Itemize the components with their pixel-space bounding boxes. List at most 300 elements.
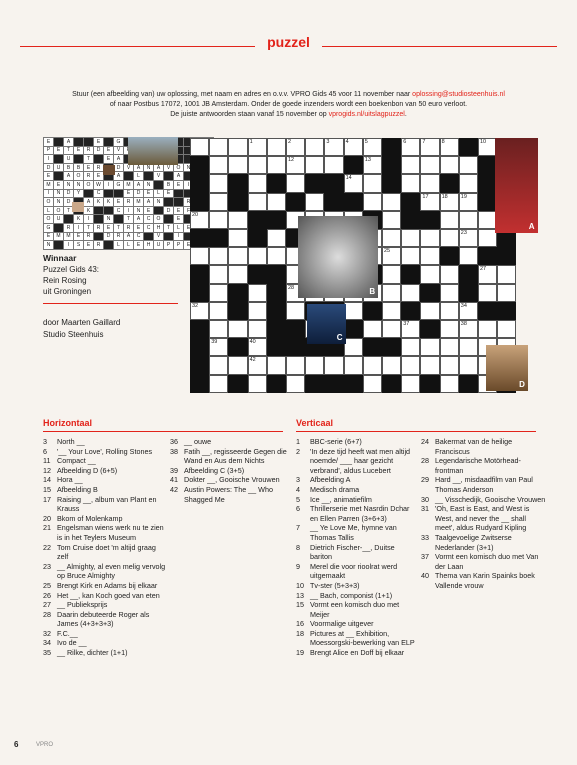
clue-item — [43, 437, 168, 447]
grid-cell[interactable] — [363, 320, 382, 338]
solution-cell: G — [44, 223, 54, 232]
grid-cell[interactable] — [209, 302, 228, 320]
grid-cell[interactable] — [420, 193, 439, 211]
solution-cell: D — [64, 189, 74, 198]
grid-cell[interactable] — [209, 193, 228, 211]
clue-item — [421, 475, 546, 494]
grid-cell[interactable] — [305, 193, 324, 211]
grid-cell[interactable] — [248, 247, 267, 265]
clue-number: 26 — [43, 590, 51, 600]
solution-cell: R — [64, 223, 74, 232]
grid-cell[interactable] — [209, 265, 228, 283]
grid-cell[interactable] — [267, 247, 286, 265]
solution-cell: E — [54, 146, 64, 155]
grid-cell[interactable] — [190, 138, 209, 156]
solution-row — [44, 172, 214, 181]
grid-cell[interactable] — [382, 211, 401, 229]
solution-cell — [104, 241, 114, 250]
grid-cell[interactable] — [267, 229, 286, 247]
clue-text: Fatih __, regisseerde Gegen die Wand en Aus dem Nichts — [184, 446, 287, 466]
grid-cell[interactable] — [459, 156, 478, 174]
grid-cell[interactable] — [248, 138, 267, 156]
grid-cell[interactable] — [401, 356, 420, 374]
solution-cell: I — [64, 241, 74, 250]
solution-cell: U — [54, 163, 64, 172]
clue-text: __ Publieksprijs — [57, 600, 108, 610]
solution-cell — [104, 138, 114, 147]
grid-block — [459, 265, 478, 283]
grid-cell[interactable] — [420, 302, 439, 320]
crossword-grid — [190, 138, 535, 393]
photo-d-label: D — [519, 379, 525, 389]
solution-cell: T — [84, 155, 94, 164]
clue-number: 12 — [288, 157, 295, 164]
grid-block — [286, 320, 305, 338]
grid-cell[interactable] — [190, 247, 209, 265]
clue-item — [296, 619, 418, 629]
winner-heading: Winnaar — [43, 253, 77, 263]
solution-cell: V — [154, 172, 164, 181]
grid-block — [459, 138, 478, 156]
divider — [43, 303, 178, 304]
grid-cell[interactable] — [401, 320, 420, 338]
solution-cell: T — [164, 223, 174, 232]
clue-item — [421, 552, 546, 571]
grid-cell[interactable] — [401, 247, 420, 265]
clue-number: 9 — [296, 561, 300, 571]
solution-cell: C — [144, 223, 154, 232]
grid-cell[interactable] — [248, 284, 267, 302]
grid-block — [344, 156, 363, 174]
clue-item — [170, 437, 290, 447]
grid-cell[interactable] — [420, 138, 439, 156]
solution-cell: E — [164, 189, 174, 198]
grid-cell[interactable] — [420, 356, 439, 374]
clue-item — [43, 600, 168, 610]
grid-cell[interactable] — [190, 302, 209, 320]
clue-number: 37 — [421, 552, 429, 562]
grid-cell[interactable] — [248, 320, 267, 338]
grid-cell[interactable] — [382, 302, 401, 320]
solution-cell: A — [114, 172, 124, 181]
grid-cell[interactable] — [286, 174, 305, 192]
clue-number: 23 — [43, 561, 51, 571]
clue-number: 35 — [43, 648, 51, 658]
grid-cell[interactable] — [344, 356, 363, 374]
solution-cell: H — [144, 241, 154, 250]
solution-row — [44, 206, 214, 215]
clue-number: 20 — [192, 211, 199, 218]
solution-cell: A — [134, 163, 144, 172]
winner-line1: Puzzel Gids 43: — [43, 265, 100, 274]
grid-cell[interactable] — [401, 138, 420, 156]
grid-block — [382, 174, 401, 192]
grid-cell[interactable] — [478, 284, 497, 302]
solution-cell: N — [154, 198, 164, 207]
solution-cell: Y — [74, 189, 84, 198]
grid-cell[interactable] — [478, 320, 497, 338]
grid-cell[interactable] — [382, 356, 401, 374]
solution-cell — [154, 180, 164, 189]
grid-cell[interactable] — [209, 320, 228, 338]
grid-cell[interactable] — [420, 265, 439, 283]
grid-block — [267, 284, 286, 302]
grid-cell[interactable] — [248, 174, 267, 192]
clue-number: 27 — [480, 266, 487, 273]
clue-text: __ Rilke, dichter (1+1) — [57, 648, 128, 658]
grid-cell[interactable] — [363, 375, 382, 393]
solution-cell: N — [134, 206, 144, 215]
clue-item — [43, 485, 168, 495]
grid-block — [363, 302, 382, 320]
solution-row — [44, 232, 214, 241]
solution-cell: K — [84, 206, 94, 215]
grid-cell[interactable] — [305, 356, 324, 374]
solution-cell — [174, 198, 184, 207]
grid-cell[interactable] — [459, 193, 478, 211]
grid-cell[interactable] — [344, 302, 363, 320]
grid-cell[interactable] — [459, 338, 478, 356]
grid-cell[interactable] — [382, 193, 401, 211]
solution-cell: E — [174, 206, 184, 215]
submission-email[interactable]: oplossing@studiosteenhuis.nl — [412, 91, 505, 98]
solution-cell: E — [104, 155, 114, 164]
clue-number: 3 — [43, 437, 47, 446]
intro-line3: De juiste antwoorden staan vanaf 15 november op — [170, 111, 329, 118]
grid-cell[interactable] — [228, 247, 247, 265]
clue-text: Vormt een komisch duo met Meijer — [310, 600, 400, 619]
solution-cell: N — [184, 163, 194, 172]
grid-block — [267, 211, 286, 229]
grid-cell[interactable] — [228, 265, 247, 283]
solution-cell: I — [74, 223, 84, 232]
clue-number: 29 — [421, 475, 429, 485]
grid-cell[interactable] — [401, 375, 420, 393]
clue-number: 5 — [364, 139, 368, 145]
grid-cell[interactable] — [248, 302, 267, 320]
grid-cell[interactable] — [420, 338, 439, 356]
clue-number: 32 — [192, 302, 199, 309]
clue-number: 8 — [441, 139, 445, 145]
grid-cell[interactable] — [440, 138, 459, 156]
clue-number: 31 — [421, 504, 429, 514]
grid-block — [190, 193, 209, 211]
results-link[interactable]: vprogids.nl/uitslagpuzzel — [328, 111, 405, 118]
grid-block — [478, 247, 497, 265]
clue-number: 28 — [43, 609, 51, 619]
solution-cell: E — [74, 232, 84, 241]
clue-number: 39 — [211, 339, 218, 346]
solution-cell: E — [44, 232, 54, 241]
grid-cell[interactable] — [209, 284, 228, 302]
grid-block — [190, 156, 209, 174]
solution-cell: R — [114, 232, 124, 241]
grid-cell[interactable] — [363, 193, 382, 211]
grid-cell[interactable] — [459, 174, 478, 192]
solution-cell: P — [164, 241, 174, 250]
grid-block — [190, 320, 209, 338]
solution-cell: R — [84, 232, 94, 241]
grid-cell[interactable] — [267, 138, 286, 156]
grid-cell[interactable] — [344, 138, 363, 156]
solution-cell — [164, 172, 174, 181]
grid-block — [190, 265, 209, 283]
solution-cell: P — [44, 146, 54, 155]
grid-cell[interactable] — [248, 193, 267, 211]
grid-cell[interactable] — [209, 174, 228, 192]
clue-number: 18 — [296, 628, 304, 638]
solution-cell: M — [54, 232, 64, 241]
grid-block — [228, 193, 247, 211]
clue-item — [43, 581, 168, 591]
grid-cell[interactable] — [228, 320, 247, 338]
clue-text: Pictures at __ Exhibition, Moessorgski-bewerking van ELP — [310, 628, 415, 648]
grid-block — [363, 338, 382, 356]
photo-c-label: C — [336, 332, 343, 342]
solution-cell — [154, 206, 164, 215]
intro-line2: of naar Postbus 17072, 1001 JB Amsterdam. Onder de goede inzenders wordt een boekenbon van 50 euro verloot. — [109, 101, 468, 108]
clue-item — [296, 495, 418, 505]
grid-cell[interactable] — [459, 211, 478, 229]
grid-cell[interactable] — [228, 156, 247, 174]
grid-block — [382, 156, 401, 174]
grid-cell[interactable] — [459, 302, 478, 320]
clue-text: Hora __ — [57, 475, 83, 485]
grid-cell[interactable] — [459, 229, 478, 247]
grid-cell[interactable] — [209, 356, 228, 374]
solution-cell: O — [44, 198, 54, 207]
grid-cell[interactable] — [286, 302, 305, 320]
solution-cell: C — [134, 232, 144, 241]
grid-block — [286, 193, 305, 211]
clue-text: Compact __ — [57, 456, 96, 466]
grid-cell[interactable] — [286, 138, 305, 156]
grid-cell[interactable] — [459, 247, 478, 265]
solution-cell: O — [54, 206, 64, 215]
solution-cell: W — [94, 180, 104, 189]
grid-cell[interactable] — [209, 211, 228, 229]
grid-cell[interactable] — [459, 320, 478, 338]
grid-cell[interactable] — [209, 338, 228, 356]
grid-cell[interactable] — [209, 375, 228, 393]
grid-cell[interactable] — [286, 356, 305, 374]
grid-cell[interactable] — [209, 247, 228, 265]
solution-cell: O — [174, 163, 184, 172]
solution-cell: E — [54, 180, 64, 189]
clue-item — [43, 591, 168, 601]
grid-block — [190, 356, 209, 374]
solution-cell: I — [184, 180, 194, 189]
clue-text: Afbeelding B — [57, 484, 98, 494]
verticaal-divider — [296, 431, 536, 432]
clue-number: 14 — [43, 475, 51, 485]
solution-cell: N — [144, 163, 154, 172]
intro-line1: Stuur (een afbeelding van) uw oplossing, met naam en adres en o.v.v. VPRO Gids 45 voor 11 november naar — [72, 91, 413, 98]
clue-text: Taalgevoelige Zwitserse Nederlander (3+1) — [435, 532, 512, 552]
solution-cell: B — [64, 163, 74, 172]
solution-cell: D — [164, 206, 174, 215]
grid-cell[interactable] — [497, 284, 516, 302]
grid-cell[interactable] — [382, 247, 401, 265]
instructions — [30, 90, 547, 120]
grid-cell[interactable] — [305, 156, 324, 174]
clue-number: 10 — [296, 580, 304, 590]
solution-cell: N — [64, 180, 74, 189]
solution-cell: L — [174, 223, 184, 232]
verticaal-title: Verticaal — [296, 418, 334, 428]
grid-block — [401, 211, 420, 229]
solution-cell — [104, 189, 114, 198]
clue-number: 4 — [296, 484, 300, 494]
solution-cell: L — [134, 172, 144, 181]
solution-cell: E — [104, 223, 114, 232]
grid-cell[interactable] — [440, 265, 459, 283]
clue-number: 4 — [345, 139, 349, 145]
solution-cell: R — [184, 198, 194, 207]
clue-text: Hard __, misdaadfilm van Paul Thomas Anderson — [435, 475, 533, 494]
grid-cell[interactable] — [401, 284, 420, 302]
grid-cell[interactable] — [440, 193, 459, 211]
grid-cell[interactable] — [248, 338, 267, 356]
grid-cell[interactable] — [382, 320, 401, 338]
grid-cell[interactable] — [382, 265, 401, 283]
grid-cell[interactable] — [440, 156, 459, 174]
vpro-logo: VPRO — [36, 742, 54, 748]
grid-cell[interactable] — [420, 156, 439, 174]
clue-text: Raising __, album van Plant en Krauss — [57, 494, 157, 514]
grid-block — [248, 229, 267, 247]
grid-cell[interactable] — [286, 375, 305, 393]
grid-block — [324, 174, 343, 192]
grid-cell[interactable] — [324, 138, 343, 156]
solution-cell — [54, 155, 64, 164]
photo-d-image — [486, 345, 528, 391]
clue-number: 17 — [422, 193, 429, 200]
grid-block — [267, 375, 286, 393]
grid-cell[interactable] — [228, 356, 247, 374]
page-title: puzzel — [267, 34, 310, 50]
grid-cell[interactable] — [382, 229, 401, 247]
solution-cell: E — [124, 189, 134, 198]
clue-item — [296, 648, 418, 658]
solution-cell — [124, 172, 134, 181]
solution-cell: B — [164, 180, 174, 189]
grid-cell[interactable] — [440, 229, 459, 247]
clue-number: 22 — [43, 542, 51, 552]
grid-block — [324, 193, 343, 211]
clue-item — [43, 495, 168, 514]
clue-number: 42 — [170, 484, 178, 494]
clue-number: 1 — [249, 139, 253, 145]
grid-cell[interactable] — [382, 284, 401, 302]
grid-cell[interactable] — [459, 356, 478, 374]
grid-cell[interactable] — [363, 174, 382, 192]
winner-block — [43, 253, 99, 297]
grid-cell[interactable] — [190, 211, 209, 229]
grid-cell[interactable] — [324, 156, 343, 174]
grid-cell[interactable] — [440, 211, 459, 229]
clue-text: __ ouwe — [184, 437, 212, 446]
solution-cell — [74, 155, 84, 164]
solution-cell: E — [84, 241, 94, 250]
clue-text: Brengt Alice en Doff bij elkaar — [310, 648, 405, 658]
solution-cell: C — [144, 215, 154, 224]
grid-cell[interactable] — [420, 174, 439, 192]
grid-cell[interactable] — [248, 356, 267, 374]
grid-cell[interactable] — [209, 138, 228, 156]
solution-cell: R — [124, 223, 134, 232]
solution-cell: T — [64, 146, 74, 155]
solution-cell: R — [94, 223, 104, 232]
page-number: 6 — [14, 740, 19, 749]
grid-cell[interactable] — [209, 156, 228, 174]
grid-cell[interactable] — [420, 229, 439, 247]
solution-cell: E — [104, 146, 114, 155]
grid-cell[interactable] — [440, 284, 459, 302]
grid-cell[interactable] — [401, 156, 420, 174]
solution-cell: V — [124, 163, 134, 172]
grid-cell[interactable] — [267, 156, 286, 174]
solution-cell: O — [74, 172, 84, 181]
grid-cell[interactable] — [363, 138, 382, 156]
grid-cell[interactable] — [497, 265, 516, 283]
grid-cell[interactable] — [401, 229, 420, 247]
solution-cell: V — [164, 163, 174, 172]
clue-number: 15 — [296, 600, 304, 610]
solution-cell: A — [144, 198, 154, 207]
grid-block — [344, 193, 363, 211]
grid-cell[interactable] — [440, 338, 459, 356]
grid-cell[interactable] — [478, 265, 497, 283]
clue-number: 15 — [43, 484, 51, 494]
photo-c-image — [307, 304, 345, 344]
solution-cell: R — [84, 172, 94, 181]
grid-cell[interactable] — [420, 247, 439, 265]
grid-block — [382, 338, 401, 356]
grid-cell[interactable] — [248, 156, 267, 174]
solution-cell: K — [74, 215, 84, 224]
clue-item — [296, 591, 418, 601]
grid-block — [420, 320, 439, 338]
grid-cell[interactable] — [440, 356, 459, 374]
clue-item — [43, 456, 168, 466]
grid-cell[interactable] — [363, 156, 382, 174]
grid-cell[interactable] — [228, 211, 247, 229]
grid-cell[interactable] — [363, 356, 382, 374]
grid-cell[interactable] — [440, 320, 459, 338]
grid-cell[interactable] — [497, 320, 516, 338]
grid-cell[interactable] — [248, 375, 267, 393]
grid-cell[interactable] — [401, 174, 420, 192]
grid-cell[interactable] — [228, 138, 247, 156]
grid-cell[interactable] — [305, 138, 324, 156]
clue-number: 21 — [43, 523, 51, 533]
solution-cell: V — [114, 146, 124, 155]
grid-cell[interactable] — [228, 229, 247, 247]
grid-cell[interactable] — [344, 174, 363, 192]
solution-cell: D — [94, 146, 104, 155]
solution-cell: O — [154, 215, 164, 224]
solution-cell: E — [144, 189, 154, 198]
grid-cell[interactable] — [440, 375, 459, 393]
grid-cell[interactable] — [267, 356, 286, 374]
grid-cell[interactable] — [286, 156, 305, 174]
grid-cell[interactable] — [267, 193, 286, 211]
grid-cell[interactable] — [324, 356, 343, 374]
grid-cell[interactable] — [401, 338, 420, 356]
grid-cell[interactable] — [440, 302, 459, 320]
grid-cell[interactable] — [344, 338, 363, 356]
